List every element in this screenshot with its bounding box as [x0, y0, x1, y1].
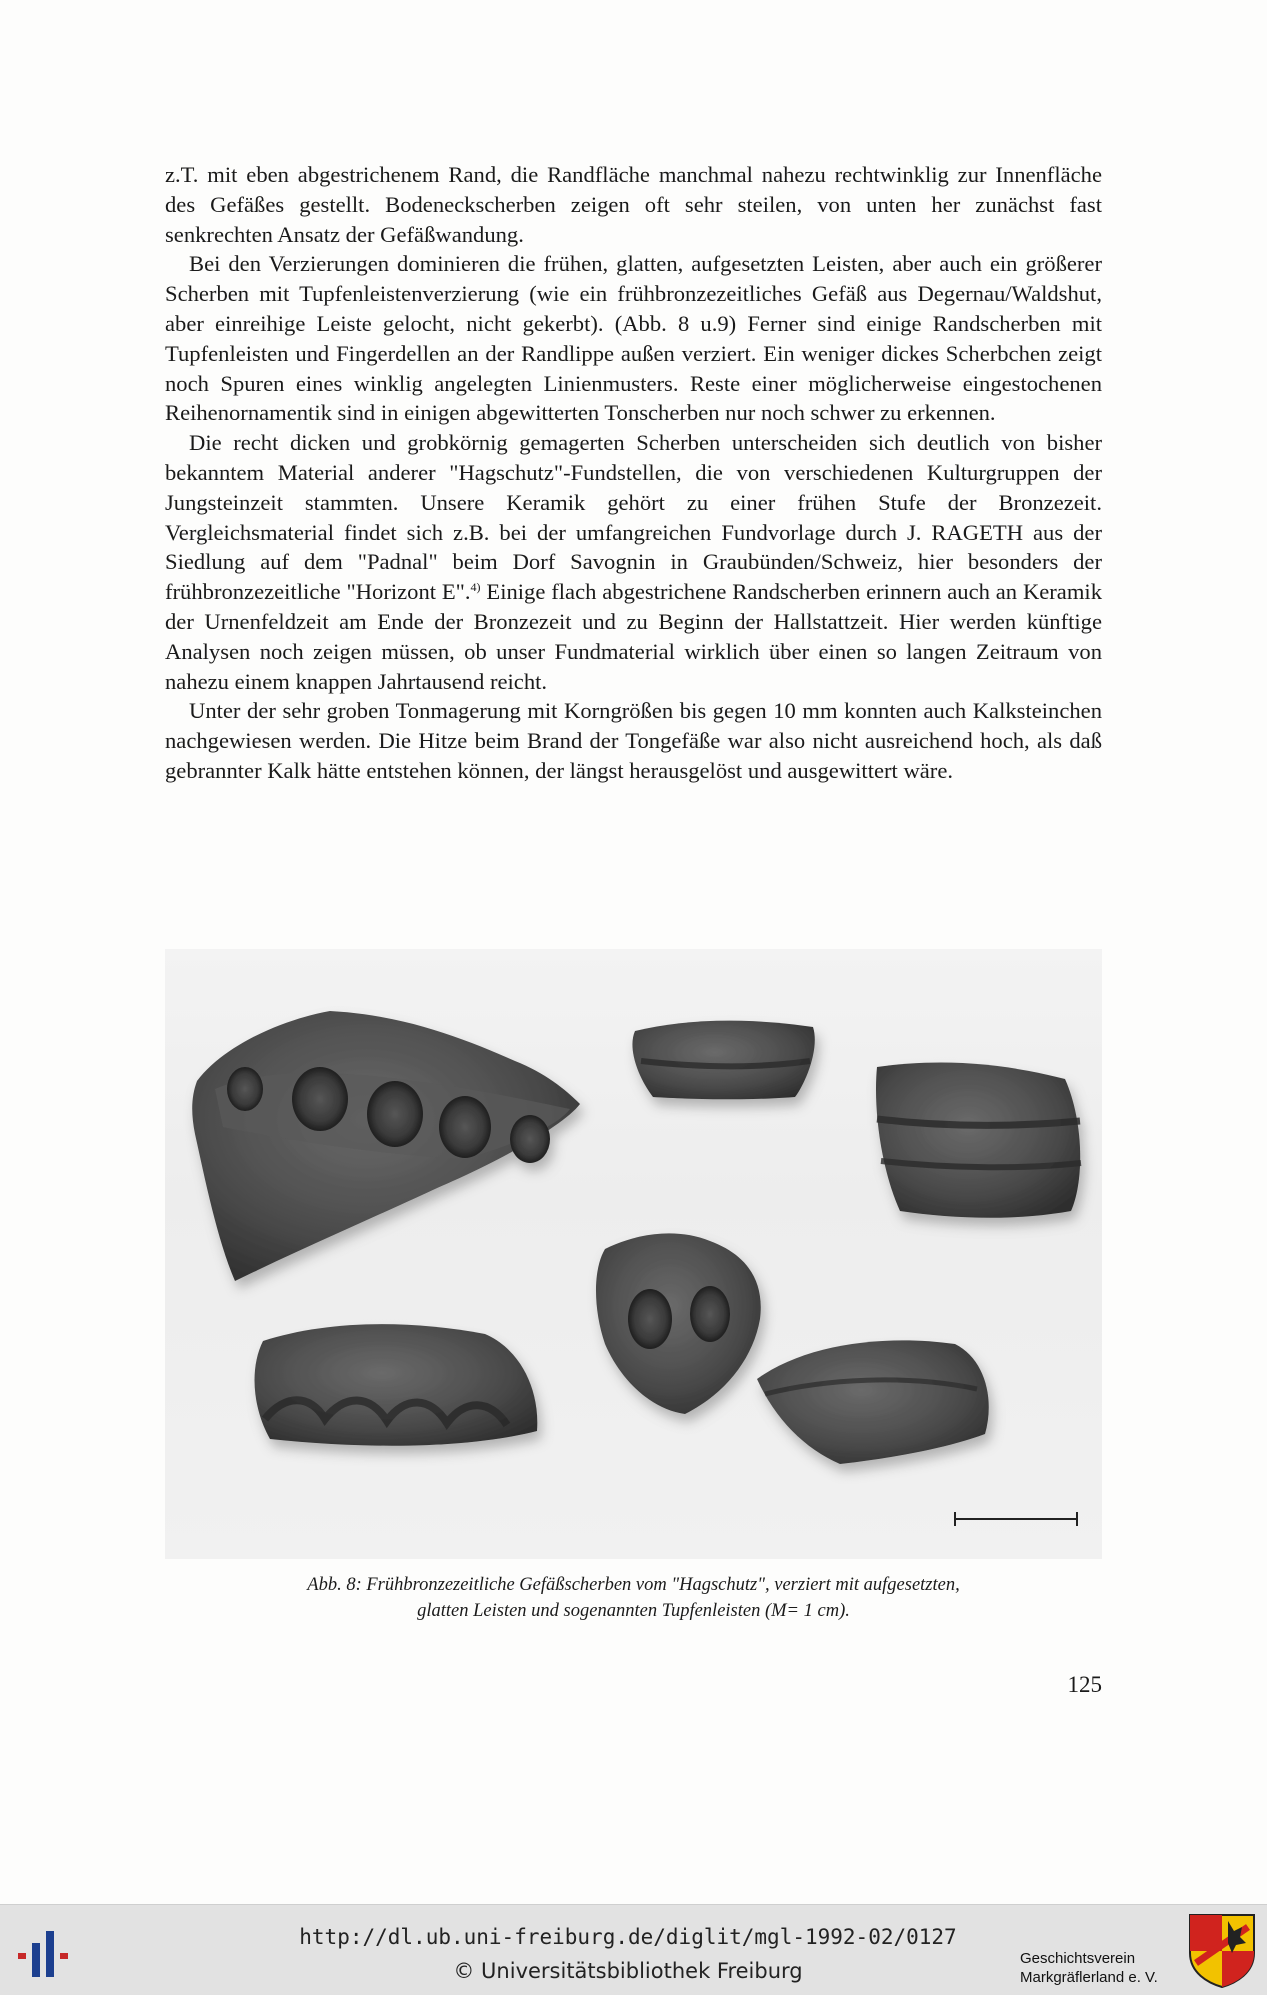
- sherd-large-perforated: [192, 1011, 580, 1281]
- viewer-footer: [0, 1904, 1267, 1995]
- sherd-right-ridged: [876, 1063, 1081, 1218]
- paragraph-1: z.T. mit eben abgestrichenem Rand, die Randfläche manchmal nahezu rechtwinklig zur Innenfläche des Gefäßes gestellt. Bodeneckscherben zeigen oft sehr steilen, von unten her zunächst fast senkrechten Ansatz der Gefäßwandung.: [165, 162, 1102, 247]
- society-name: [1020, 1949, 1180, 1987]
- body-text: [165, 160, 1102, 786]
- paragraph-4: Unter der sehr groben Tonmagerung mit Korngrößen bis gegen 10 mm konnten auch Kalksteinchen nachgewiesen werden. Die Hitze beim Brand der Tongefäße war also nicht ausreichend hoch, als daß gebrannter Kalk hätte entstehen können, der längst herausgelöst und ausgewittert wäre.: [165, 698, 1102, 783]
- paragraph-3-text: Die recht dicken und grobkörnig gemagerten Scherben unterscheiden sich deutlich von bisher bekanntem Material anderer "Hagschutz"-Fundstellen, die von verschiedenen Kulturgruppen der Jungsteinzeit stammten. Unsere Keramik gehört zu einer frühen Stufe der Bronzezeit. Vergleichsmaterial findet sich z.B. bei der umfangreichen Fundvorlage durch J. RAGETH aus der Siedlung auf dem "Padnal" beim Dorf Savognin in Graubünden/Schweiz, hier besonders der frühbronzezeitliche "Horizont E".: [165, 430, 1102, 605]
- caption-line-1: Abb. 8: Frühbronzezeitliche Gefäßscherben vom "Hagschutz", verziert mit aufgesetzten,: [307, 1575, 960, 1595]
- paragraph-3: [165, 428, 1102, 696]
- sherd-bottom-right: [757, 1340, 989, 1464]
- paragraph-2: Bei den Verzierungen dominieren die frühen, glatten, aufgesetzten Leisten, aber auch ein größerer Scherben mit Tupfenleistenverzierung (wie ein frühbronzezeitliches Gefäß aus Degernau/Waldshut, aber einreihige Leiste gelocht, nicht gekerbt). (Abb. 8 u.9) Ferner sind einige Randscherben mit Tupfenleisten und Fingerdellen an der Randlippe außen verziert. Ein weniger dickes Scherbchen zeigt noch Spuren eines winklig angelegten Linienmusters. Reste einer möglicherweise eingestochenen Reihenornamentik sind in einigen abgewitterten Tonscherben nur noch schwer zu erkennen.: [165, 251, 1102, 426]
- ub-freiburg-logo-icon[interactable]: [14, 1923, 84, 1983]
- footnote-reference[interactable]: 4): [470, 580, 481, 595]
- caption-line-2: glatten Leisten und sogenannten Tupfenleisten (M= 1 cm).: [417, 1601, 850, 1621]
- page-number: 125: [1067, 1672, 1102, 1697]
- society-name-line-2: Markgräflerland e. V.: [1020, 1969, 1158, 1986]
- figure-photo-pottery-sherds: [165, 949, 1102, 1559]
- figure-caption: [165, 1572, 1102, 1624]
- sherd-top-middle: [632, 1021, 814, 1100]
- document-url-link[interactable]: http://dl.ub.uni-freiburg.de/diglit/mgl-1992-02/0127: [299, 1925, 957, 1949]
- scale-bar: [955, 1512, 1077, 1526]
- society-name-line-1: Geschichtsverein: [1020, 1950, 1136, 1967]
- sherd-bottom-left: [255, 1324, 538, 1446]
- copyright-notice: © Universitätsbibliothek Freiburg: [453, 1959, 803, 1983]
- paragraph-3-continued: Einige flach abgestrichene Randscherben erinnern auch an Keramik der Urnenfeldzeit am Ende der Bronzezeit und zu Beginn der Hallstattzeit. Hier werden künftige Analysen noch zeigen müssen, ob unser Fundmaterial wirklich über einen so langen Zeitraum von nahezu einem knappen Jahrtausend reicht.: [165, 579, 1102, 694]
- sherd-center: [596, 1233, 761, 1414]
- coat-of-arms-icon: [1188, 1913, 1256, 1989]
